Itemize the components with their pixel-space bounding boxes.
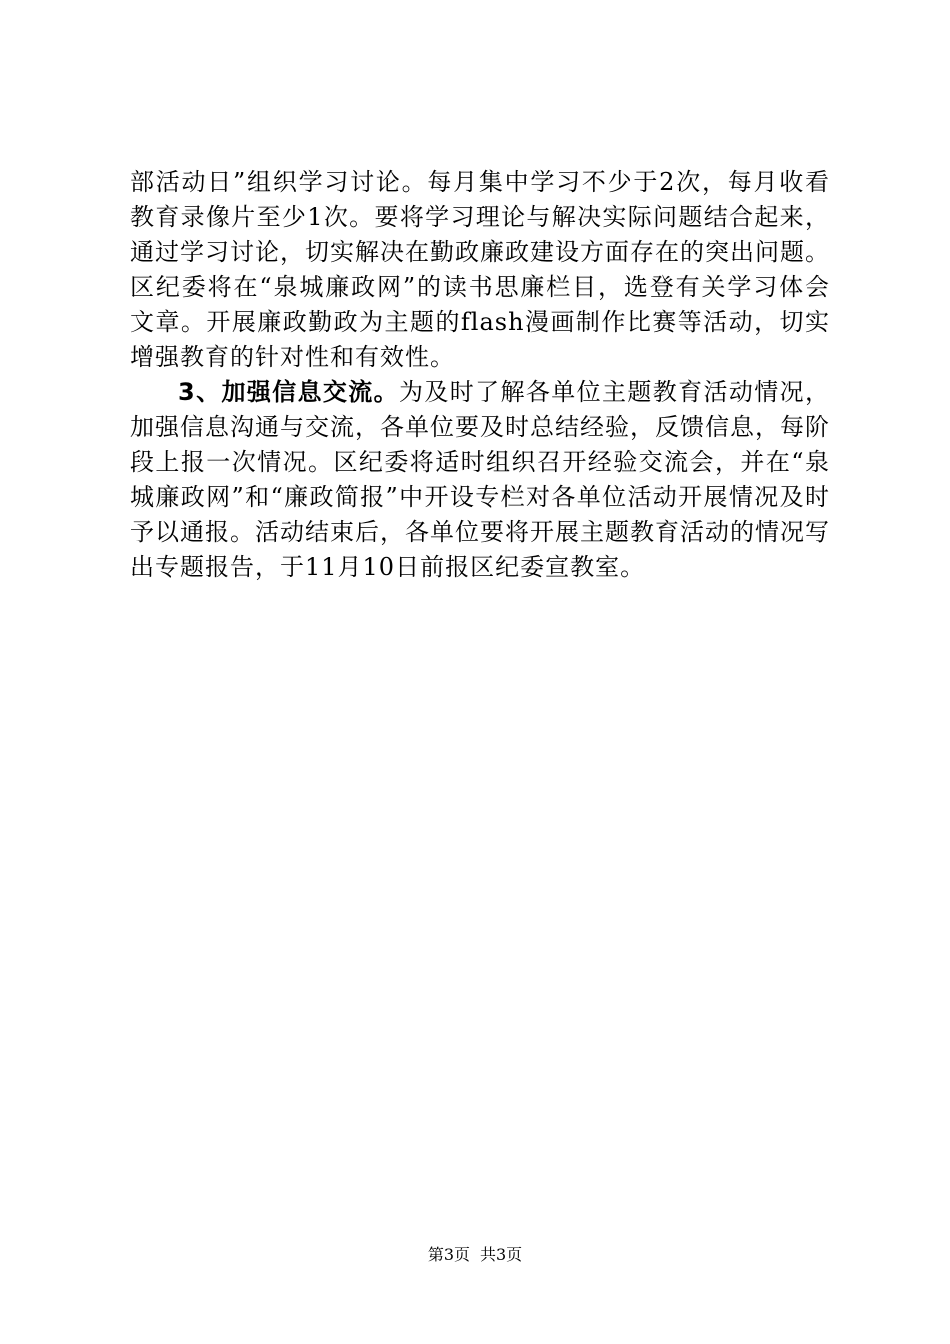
paragraph-information-exchange (130, 375, 830, 585)
paragraph-text: 为及时了解各单位主题教育活动情况，加强信息沟通与交流，各单位要及时总结经验，反馈信息，每阶段上报一次情况。区纪委将适时组织召开经验交流会，并在“泉城廉政网”和“廉政简报”中开设专栏对各单位活动开展情况及时予以通报。活动结束后，各单位要将开展主题教育活动的情况写出专题报告，于11月10日前报区纪委宣教室。 (130, 378, 830, 581)
page-number-current: 第3页 (427, 1245, 470, 1264)
page-footer (0, 1244, 950, 1266)
page-number-total: 共3页 (480, 1245, 523, 1264)
section-heading: 3、加强信息交流。 (178, 378, 400, 406)
paragraph-text: 部活动日”组织学习讨论。每月集中学习不少于2次，每月收看教育录像片至少1次。要将学习理论与解决实际问题结合起来，通过学习讨论，切实解决在勤政廉政建设方面存在的突出问题。区纪委将在“泉城廉政网”的读书思廉栏目，选登有关学习体会文章。开展廉政勤政为主题的flash漫画制作比赛等活动，切实增强教育的针对性和有效性。 (130, 168, 830, 371)
document-body (130, 165, 830, 585)
paragraph-continuation (130, 165, 830, 375)
